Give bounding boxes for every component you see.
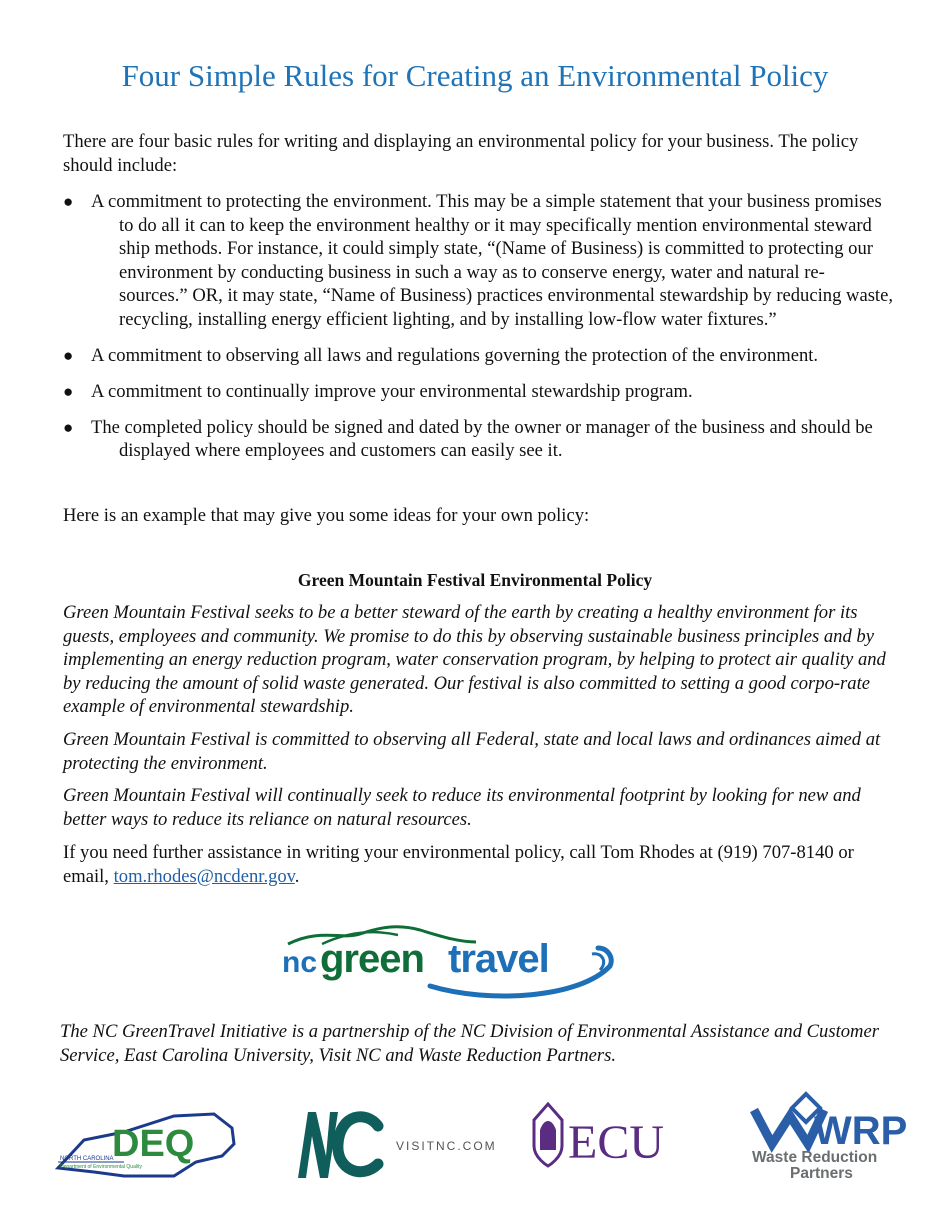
deq-dept-text: Department of Environmental Quality	[60, 1164, 142, 1170]
nc-brush-n-icon	[298, 1112, 338, 1178]
rule-text: A commitment to protecting the environment. This may be a simple statement that your business promises to do all it can to keep the environment healthy or it may specifically mention environmental steward ship methods. For instance, it could simply state, “(Name of Business) is committed to protecting our environment by conducting business in such a way as to conserve energy, water and natural re-sources.” OR, it may state, “Name of Business) practices environmental stewardship by reducing waste, recycling, installing energy efficient lighting, and by installing low-flow water fixtures.”	[91, 191, 894, 330]
intro-paragraph: There are four basic rules for writing and displaying an environmental policy for your business. The policy should include:	[63, 131, 859, 176]
deq-text: DEQ	[112, 1123, 195, 1165]
example-intro: Here is an example that may give you some ideas for your own policy:	[63, 505, 590, 526]
contact-paragraph	[63, 841, 888, 888]
ncgt-green-text: green	[320, 937, 424, 981]
rule-text: The completed policy should be signed and dated by the owner or manager of the business and should be displayed where employees and customers can easily see it.	[91, 416, 873, 461]
policy-paragraph: Green Mountain Festival will continually seek to reduce its environmental footprint by looking for new and better ways to reduce its reliance on natural resources.	[63, 785, 861, 830]
wrp-line2-text: Partners	[790, 1165, 853, 1182]
rule-text: A commitment to observing all laws and regulations governing the protection of the environment.	[91, 344, 819, 366]
list-item	[63, 416, 893, 463]
ncgreentravel-logo	[280, 922, 620, 1004]
rules-list	[63, 190, 893, 475]
contact-text: If you need further assistance in writing your environmental policy, call Tom Rhodes at (919) 707-8140 or email,	[63, 842, 854, 887]
bullet-icon: ●	[63, 381, 74, 401]
deq-logo	[54, 1110, 239, 1182]
bullet-icon: ●	[63, 345, 74, 365]
contact-trail: .	[294, 865, 300, 887]
deq-state-text: NORTH CAROLINA	[60, 1156, 114, 1162]
list-item	[63, 344, 893, 368]
email-link[interactable]: tom.rhodes@ncdenr.gov	[113, 865, 295, 887]
page-title: Four Simple Rules for Creating an Environmental Policy	[121, 58, 829, 93]
wrp-line1-text: Waste Reduction	[752, 1149, 878, 1166]
ecu-logo	[530, 1100, 700, 1170]
swoosh-icon	[592, 954, 604, 970]
nc-brush-c-icon	[338, 1117, 378, 1172]
bullet-icon: ●	[63, 417, 74, 437]
list-item	[63, 190, 893, 331]
bullet-icon: ●	[63, 192, 74, 211]
partnership-paragraph: The NC GreenTravel Initiative is a partnership of the NC Division of Environmental Assistance and Customer Service, East Carolina University, Visit NC and Waste Reduction Partners.	[60, 1021, 879, 1066]
policy-paragraph: Green Mountain Festival seeks to be a better steward of the earth by creating a healthy environment for its guests, employees and community. We promise to do this by observing sustainable business principles and by implementing an energy reduction program, water conservation program, by helping to protect air quality and by reducing the amount of solid waste generated. Our festival is also committed to setting a good corpo-rate example of environmental stewardship.	[63, 602, 886, 717]
wrp-mark-text: WRP	[814, 1109, 908, 1153]
list-item	[63, 380, 893, 404]
policy-paragraph: Green Mountain Festival is committed to observing all Federal, state and local laws and ordinances aimed at protecting the environment.	[63, 729, 881, 774]
ecu-cupola-icon	[540, 1121, 556, 1150]
visitnc-logo	[292, 1104, 497, 1184]
policy-title: Green Mountain Festival Environmental Policy	[297, 570, 653, 590]
rule-text: A commitment to continually improve your environmental stewardship program.	[91, 380, 693, 402]
visitnc-tag-text: VISITNC.COM	[396, 1139, 497, 1153]
ncgt-travel-text: travel	[448, 937, 549, 981]
ecu-text: ECU	[568, 1116, 664, 1169]
wrp-logo	[750, 1088, 908, 1182]
ncgt-nc-text: nc	[282, 946, 318, 979]
